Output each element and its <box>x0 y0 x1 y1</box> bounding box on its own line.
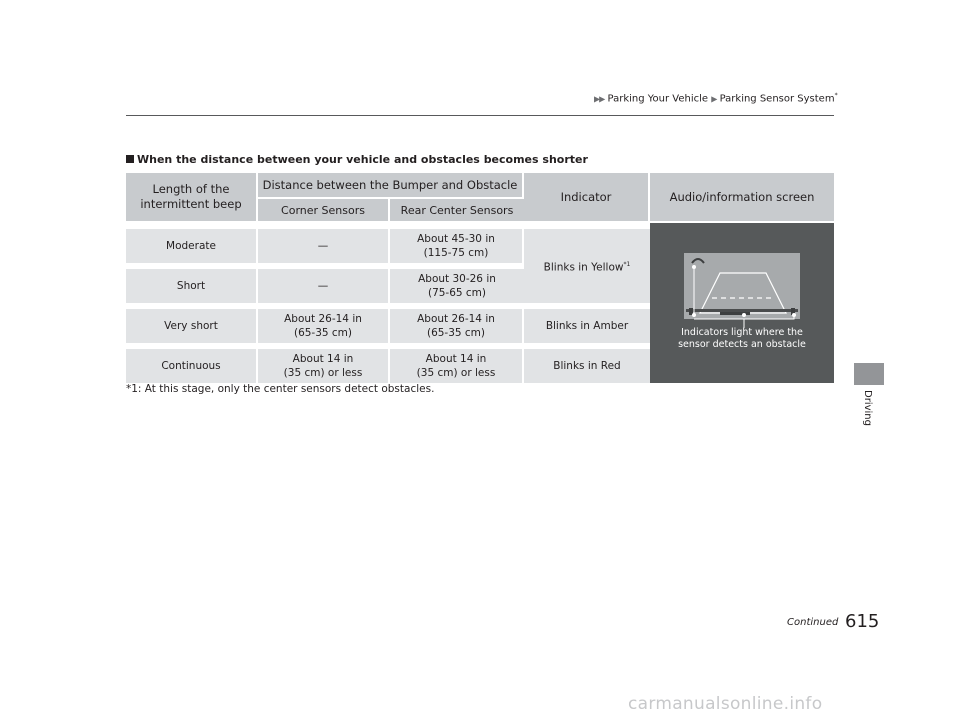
footnote-mark: *1 <box>623 260 631 268</box>
parking-sensor-table <box>126 173 834 383</box>
indicator-cell-amber: Blinks in Amber <box>524 309 650 343</box>
header-rear-center-sensors: Rear Center Sensors <box>390 199 524 223</box>
rear-center-cell: About 45-30 in (115-75 cm) <box>390 229 524 263</box>
screen-caption-line1: Indicators light where the <box>681 327 803 338</box>
corner-cell: About 26-14 in (65-35 cm) <box>258 309 390 343</box>
header-rule <box>126 115 834 116</box>
breadcrumb-item-parking-sensor-system[interactable]: Parking Sensor System <box>719 93 835 105</box>
screen-illustration-cell <box>650 223 834 383</box>
breadcrumb-arrow-icon: ▶ <box>711 94 717 104</box>
rear-center-cell: About 14 in (35 cm) or less <box>390 349 524 383</box>
section-heading <box>126 153 588 166</box>
indicator-callout-lines <box>684 253 800 333</box>
section-heading-text: When the distance between your vehicle and obstacles becomes shorter <box>137 153 588 166</box>
indicator-cell-yellow <box>524 229 650 303</box>
header-indicator: Indicator <box>524 173 650 223</box>
rear-center-cell: About 30-26 in (75-65 cm) <box>390 269 524 303</box>
indicator-yellow-text: Blinks in Yellow <box>543 261 624 274</box>
breadcrumb-arrow-icon: ▶▶ <box>594 94 605 104</box>
header-screen: Audio/information screen <box>650 173 834 223</box>
beep-cell: Short <box>126 269 258 303</box>
footnote: *1: At this stage, only the center sensors detect obstacles. <box>126 383 435 395</box>
watermark: carmanualsonline.info <box>628 694 823 714</box>
rear-center-cell: About 26-14 in (65-35 cm) <box>390 309 524 343</box>
continued-label: Continued <box>787 617 839 628</box>
chapter-label: Driving <box>862 390 873 426</box>
indicator-cell-red: Blinks in Red <box>524 349 650 383</box>
breadcrumb <box>594 92 838 104</box>
screen-caption <box>650 327 834 351</box>
header-beep: Length of the intermittent beep <box>126 173 258 223</box>
chapter-tab[interactable] <box>854 363 884 385</box>
corner-cell: — <box>258 229 390 263</box>
screen-caption-line2: sensor detects an obstacle <box>678 339 806 350</box>
beep-cell: Moderate <box>126 229 258 263</box>
corner-cell: — <box>258 269 390 303</box>
breadcrumb-asterisk: * <box>834 92 838 99</box>
header-corner-sensors: Corner Sensors <box>258 199 390 223</box>
beep-cell: Very short <box>126 309 258 343</box>
beep-cell: Continuous <box>126 349 258 383</box>
square-bullet-icon <box>126 155 134 163</box>
page-number: 615 <box>845 611 880 632</box>
corner-cell: About 14 in (35 cm) or less <box>258 349 390 383</box>
sensor-screen-illustration <box>684 253 800 319</box>
header-distance: Distance between the Bumper and Obstacle <box>258 173 524 199</box>
breadcrumb-item-parking-your-vehicle[interactable]: Parking Your Vehicle <box>607 93 709 105</box>
